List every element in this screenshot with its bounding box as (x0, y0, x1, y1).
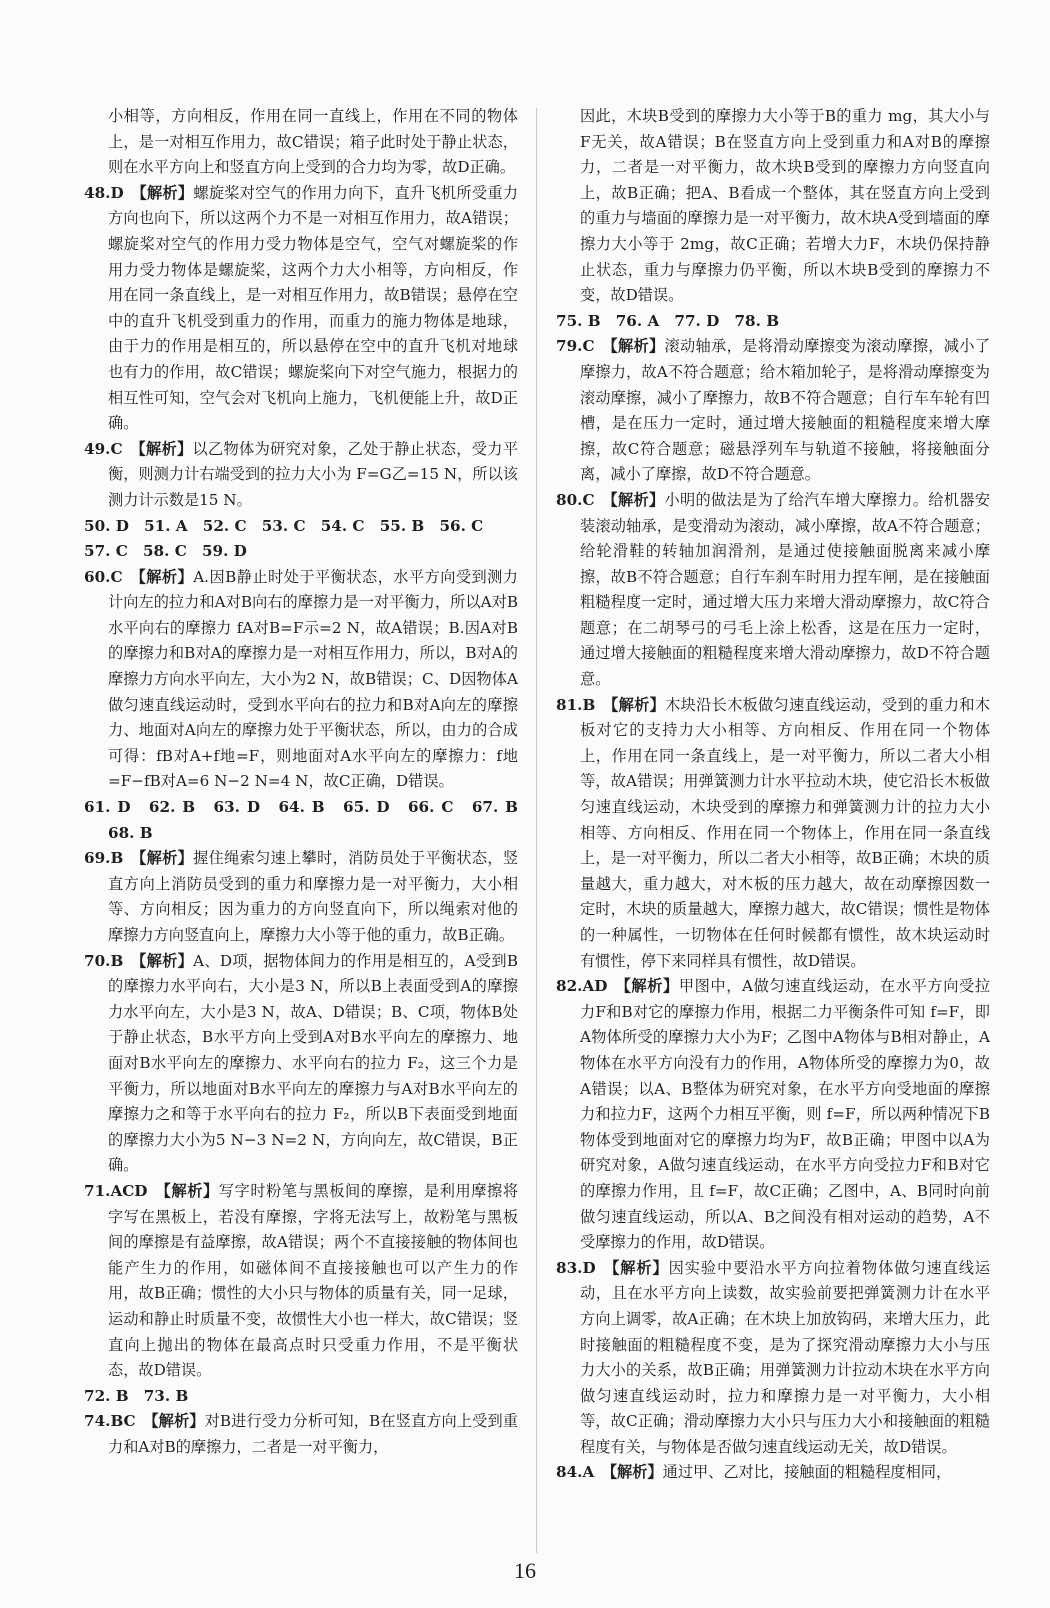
answer-choice: D (582, 1258, 596, 1277)
explanation-text: 螺旋桨对空气的作用力向下，直升飞机所受重力方向也向下，所以这两个力不是一对相互作用力，故A错误；螺旋桨对空气的作用力受力物体是空气，空气对螺旋桨的作用力受力物体是螺旋桨，这两个力大小相等，方向相反，作用在同一条直线上，是一对相互作用力，故B错误；悬停在空中的直升飞机受到重力的作用，而重力的施力物体是地球，由于力的作用是相互的，所以悬停在空中的直升飞机对地球也有力的作用，故C错误；螺旋桨向下对空气施力，根据力的相互性可知，空气会对飞机向上施力，飞机便能上升，故D正确。 (108, 183, 519, 433)
answer-entry (556, 1256, 990, 1461)
answer-choice: C (110, 567, 123, 586)
column-divider (536, 108, 537, 1553)
answer-entry (556, 334, 990, 488)
explanation-text: A.因B静止时处于平衡状态，水平方向受到测力计向左的拉力和A对B向右的摩擦力是一对平衡力，所以A对B水平向右的摩擦力 fA对B=F示=2 N，故A错误；B.因A对B的摩擦力和B对A的摩擦力是一对相互作用力，所以，B对A的摩擦力方向水平向左，大小为2 N，故B错误；C、D因物体A做匀速直线运动时，受到水平向右的拉力和B对A向左的摩擦力、地面对A向左的摩擦力处于平衡状态，所以，由力的合成可得：fB对A+f地=F，则地面对A水平向左的摩擦力：f地=F−fB对A=6 N−2 N=4 N，故C正确，D错误。 (108, 567, 518, 791)
explanation-text: 小明的做法是为了给汽车增大摩擦力。给机器安装滚动轴承，是变滑动为滚动，减小摩擦，故A不符合题意；给轮滑鞋的转轴加润滑剂，是通过使接触面脱离来减小摩擦，故B不符合题意；自行车刹车时用力捏车闸，是在接触面粗糙程度一定时，通过增大压力来增大滑动摩擦力，故C符合题意；在二胡琴弓的弓毛上涂上松香，这是在压力一定时，通过增大接触面的粗糙程度来增大滑动摩擦力，故D不符合题意。 (580, 490, 991, 689)
answer-list-line (556, 309, 990, 335)
question-number: 80. (556, 490, 583, 509)
answer-entry (556, 974, 990, 1256)
explanation-text: 因此，木块B受到的摩擦力大小等于B的重力 mg，其大小与F无关，故A错误；B在竖直方向上受到重力和A对B的摩擦力，二者是一对平衡力，故木块B受到的摩擦力方向竖直向上，故B正确；把A、B看成一个整体，其在竖直方向上受到的重力与墙面的摩擦力是一对平衡力，故木块A受到墙面的摩擦力大小等于 2mg，故C正确；若增大力F，木块仍保持静止状态，重力与摩擦力仍平衡，所以木块B受到的摩擦力不变，故D错误。 (580, 107, 990, 305)
answer-entry (84, 949, 518, 1179)
answer-choice: D (110, 183, 124, 202)
analysis-tag: 【解析】 (603, 1258, 669, 1277)
answer-list-text: 75. B 76. A 77. D 78. B (556, 311, 780, 330)
page-number: 16 (514, 1558, 536, 1583)
answer-entry (84, 1409, 518, 1460)
analysis-tag: 【解析】 (155, 1181, 219, 1200)
analysis-tag: 【解析】 (143, 1412, 205, 1431)
left-column (84, 104, 534, 1460)
answer-choice: A (582, 1463, 595, 1482)
question-number: 48. (84, 183, 111, 202)
explanation-text: 通过甲、乙对比，接触面的粗糙程度相同， (662, 1463, 952, 1482)
question-number: 71. (84, 1181, 111, 1200)
answer-choice: BC (110, 1412, 136, 1431)
answer-choice: C (582, 337, 595, 356)
question-number: 60. (84, 567, 111, 586)
answer-entry (556, 1460, 990, 1486)
answer-choice: ACD (110, 1181, 148, 1200)
explanation-text: 写字时粉笔与黑板间的摩擦，是利用摩擦将字写在黑板上，若没有摩擦，字将无法写上，故粉笔与黑板间的摩擦是有益摩擦，故A错误；两个不直接接触的物体间也能产生力的作用，如磁体间不直接接触也可以产生力的作用，故B正确；惯性的大小只与物体的质量有关，同一足球，运动和静止时质量不变，故惯性大小也一样大，故C错误；竖直向上抛出的物体在最高点时只受重力作用，不是平衡状态，故D错误。 (108, 1181, 519, 1380)
explanation-text: 甲图中，A做匀速直线运动，在水平方向受拉力F和B对它的摩擦力作用，根据二力平衡条件可知 f=F，即A物体所受的摩擦力大小为F；乙图中A物体与B相对静止，A物体在水平方向没有力的作用，A物体所受的摩擦力为0，故A错误；以A、B整体为研究对象，在水平方向受地面的摩擦力和拉力F，这两个力相互平衡，则 f=F，所以两种情况下B物体受到地面对它的摩擦力均为F，故B正确；甲图中以A为研究对象，A做匀速直线运动，在水平方向受拉力F和B对它的摩擦力作用，且 f=F，故C正确；乙图中，A、B同时向前做匀速直线运动，所以A、B之间没有相对运动的趋势，A不受摩擦力的作用，故D错误。 (580, 977, 991, 1252)
analysis-tag: 【解析】 (130, 849, 194, 868)
answer-list-line (84, 795, 534, 846)
analysis-tag: 【解析】 (602, 337, 665, 356)
analysis-tag: 【解析】 (131, 183, 194, 202)
analysis-tag: 【解析】 (615, 977, 679, 996)
answer-choice: B (110, 951, 124, 970)
answer-choice: B (110, 849, 124, 868)
explanation-text: 滚动轴承，是将滑动摩擦变为滚动摩擦，减小了摩擦力，故A不符合题意；给木箱加轮子，是将滑动摩擦变为滚动摩擦，减小了摩擦力，故B不符合题意；自行车车轮有凹槽，是在压力一定时，通过增大接触面的粗糙程度来增大摩擦，故C符合题意；磁悬浮列车与轨道不接触，将接触面分离，减小了摩擦，故D不符合题意。 (580, 337, 991, 484)
answer-choice: C (582, 490, 595, 509)
explanation-text: 以乙物体为研究对象，乙处于静止状态，受力平衡，则测力计右端受到的拉力大小为 F=G乙=15 N，所以该测力计示数是15 N。 (108, 439, 519, 509)
question-number: 74. (84, 1412, 111, 1431)
question-number: 83. (556, 1258, 583, 1277)
answer-entry (84, 565, 518, 795)
explanation-text: 小相等，方向相反，作用在同一直线上，作用在不同的物体上，是一对相互作用力，故C错误；箱子此时处于静止状态，则在水平方向上和竖直方向上受到的合力均为零，故D正确。 (108, 107, 518, 177)
question-number: 70. (84, 951, 111, 970)
answer-list-line (84, 514, 518, 540)
answer-list-text: 57. C 58. C 59. D (84, 542, 247, 561)
explanation-text: 握住绳索匀速上攀时，消防员处于平衡状态，竖直方向上消防员受到的重力和摩擦力是一对平衡力，大小相等、方向相反；因为重力的方向竖直向下，所以绳索对他的摩擦力方向竖直向上，摩擦力大小等于他的重力，故B正确。 (108, 849, 519, 944)
answer-list-text: 50. D 51. A 52. C 53. C 54. C 55. B 56. C (84, 516, 484, 535)
explanation-text: 因实验中要沿水平方向拉着物体做匀速直线运动，且在水平方向上读数，故实验前要把弹簧测力计在水平方向上调零，故A正确；在木块上加放钩码，来增大压力，此时接触面的粗糙程度不变，是为了探究滑动摩擦力大小与压力大小的关系，故B正确；用弹簧测力计拉动木块在水平方向做匀速直线运动时，拉力和摩擦力是一对平衡力，大小相等，故C正确；滑动摩擦力大小只与压力大小和接触面的粗糙程度有关，与物体是否做匀速直线运动无关，故D错误。 (580, 1258, 991, 1456)
answer-continuation (84, 104, 518, 181)
answer-entry (84, 846, 518, 948)
answer-entry (84, 1179, 518, 1384)
analysis-tag: 【解析】 (130, 567, 194, 586)
analysis-tag: 【解析】 (602, 695, 666, 714)
question-number: 49. (84, 439, 111, 458)
analysis-tag: 【解析】 (130, 951, 194, 970)
answer-entry (84, 181, 518, 437)
analysis-tag: 【解析】 (602, 490, 665, 509)
answer-continuation (556, 104, 990, 309)
answer-choice: AD (582, 977, 608, 996)
answer-entry (84, 437, 518, 514)
explanation-text: 对B进行受力分析可知，B在竖直方向上受到重力和A对B的摩擦力，二者是一对平衡力， (108, 1412, 518, 1456)
answer-entry (556, 693, 990, 975)
answer-list-line (84, 539, 518, 565)
question-number: 81. (556, 695, 583, 714)
answer-choice: C (110, 439, 123, 458)
question-number: 82. (556, 977, 583, 996)
question-number: 79. (556, 337, 583, 356)
question-number: 84. (556, 1463, 583, 1482)
answer-choice: B (582, 695, 596, 714)
answer-entry (556, 488, 990, 693)
explanation-text: A、D项，据物体间力的作用是相互的，A受到B的摩擦力水平向右，大小是3 N，所以B上表面受到A的摩擦力水平向左，大小是3 N，故A、D错误；B、C项，物体B处于静止状态，B水平方向上受到A对B水平向左的摩擦力、地面对B水平向左的摩擦力、水平向右的拉力 F₂，这三个力是平衡力，所以地面对B水平向左的摩擦力与A对B水平向左的摩擦力之和等于水平向右的拉力 F₂，所以B下表面受到地面的摩擦力大小为5 N−3 N=2 N，方向向左，故C错误，B正确。 (108, 951, 518, 1175)
answer-list-text: 61. D 62. B 63. D 64. B 65. D 66. C 67. B 68. B (84, 798, 534, 842)
explanation-text: 木块沿长木板做匀速直线运动，受到的重力和木板对它的支持力大小相等、方向相反、作用在同一个物体上，作用在同一条直线上，是一对平衡力，所以二者大小相等，故A错误；用弹簧测力计水平拉动木块，使它沿长木板做匀速直线运动，木块受到的摩擦力和弹簧测力计的拉力大小相等、方向相反、作用在同一个物体上，作用在同一条直线上，是一对平衡力，所以二者大小相等，故B正确；木块的质量越大，重力越大，对木板的压力越大，故在动摩擦因数一定时，木块的质量越大，摩擦力越大，故C错误；惯性是物体的一种属性，一切物体在任何时候都有惯性，故木块运动时有惯性，停下来同样具有惯性，故D错误。 (580, 695, 991, 970)
answer-list-text: 72. B 73. B (84, 1386, 189, 1405)
answer-list-line (84, 1384, 518, 1410)
right-column (556, 104, 990, 1486)
analysis-tag: 【解析】 (601, 1463, 663, 1482)
analysis-tag: 【解析】 (130, 439, 193, 458)
question-number: 69. (84, 849, 111, 868)
